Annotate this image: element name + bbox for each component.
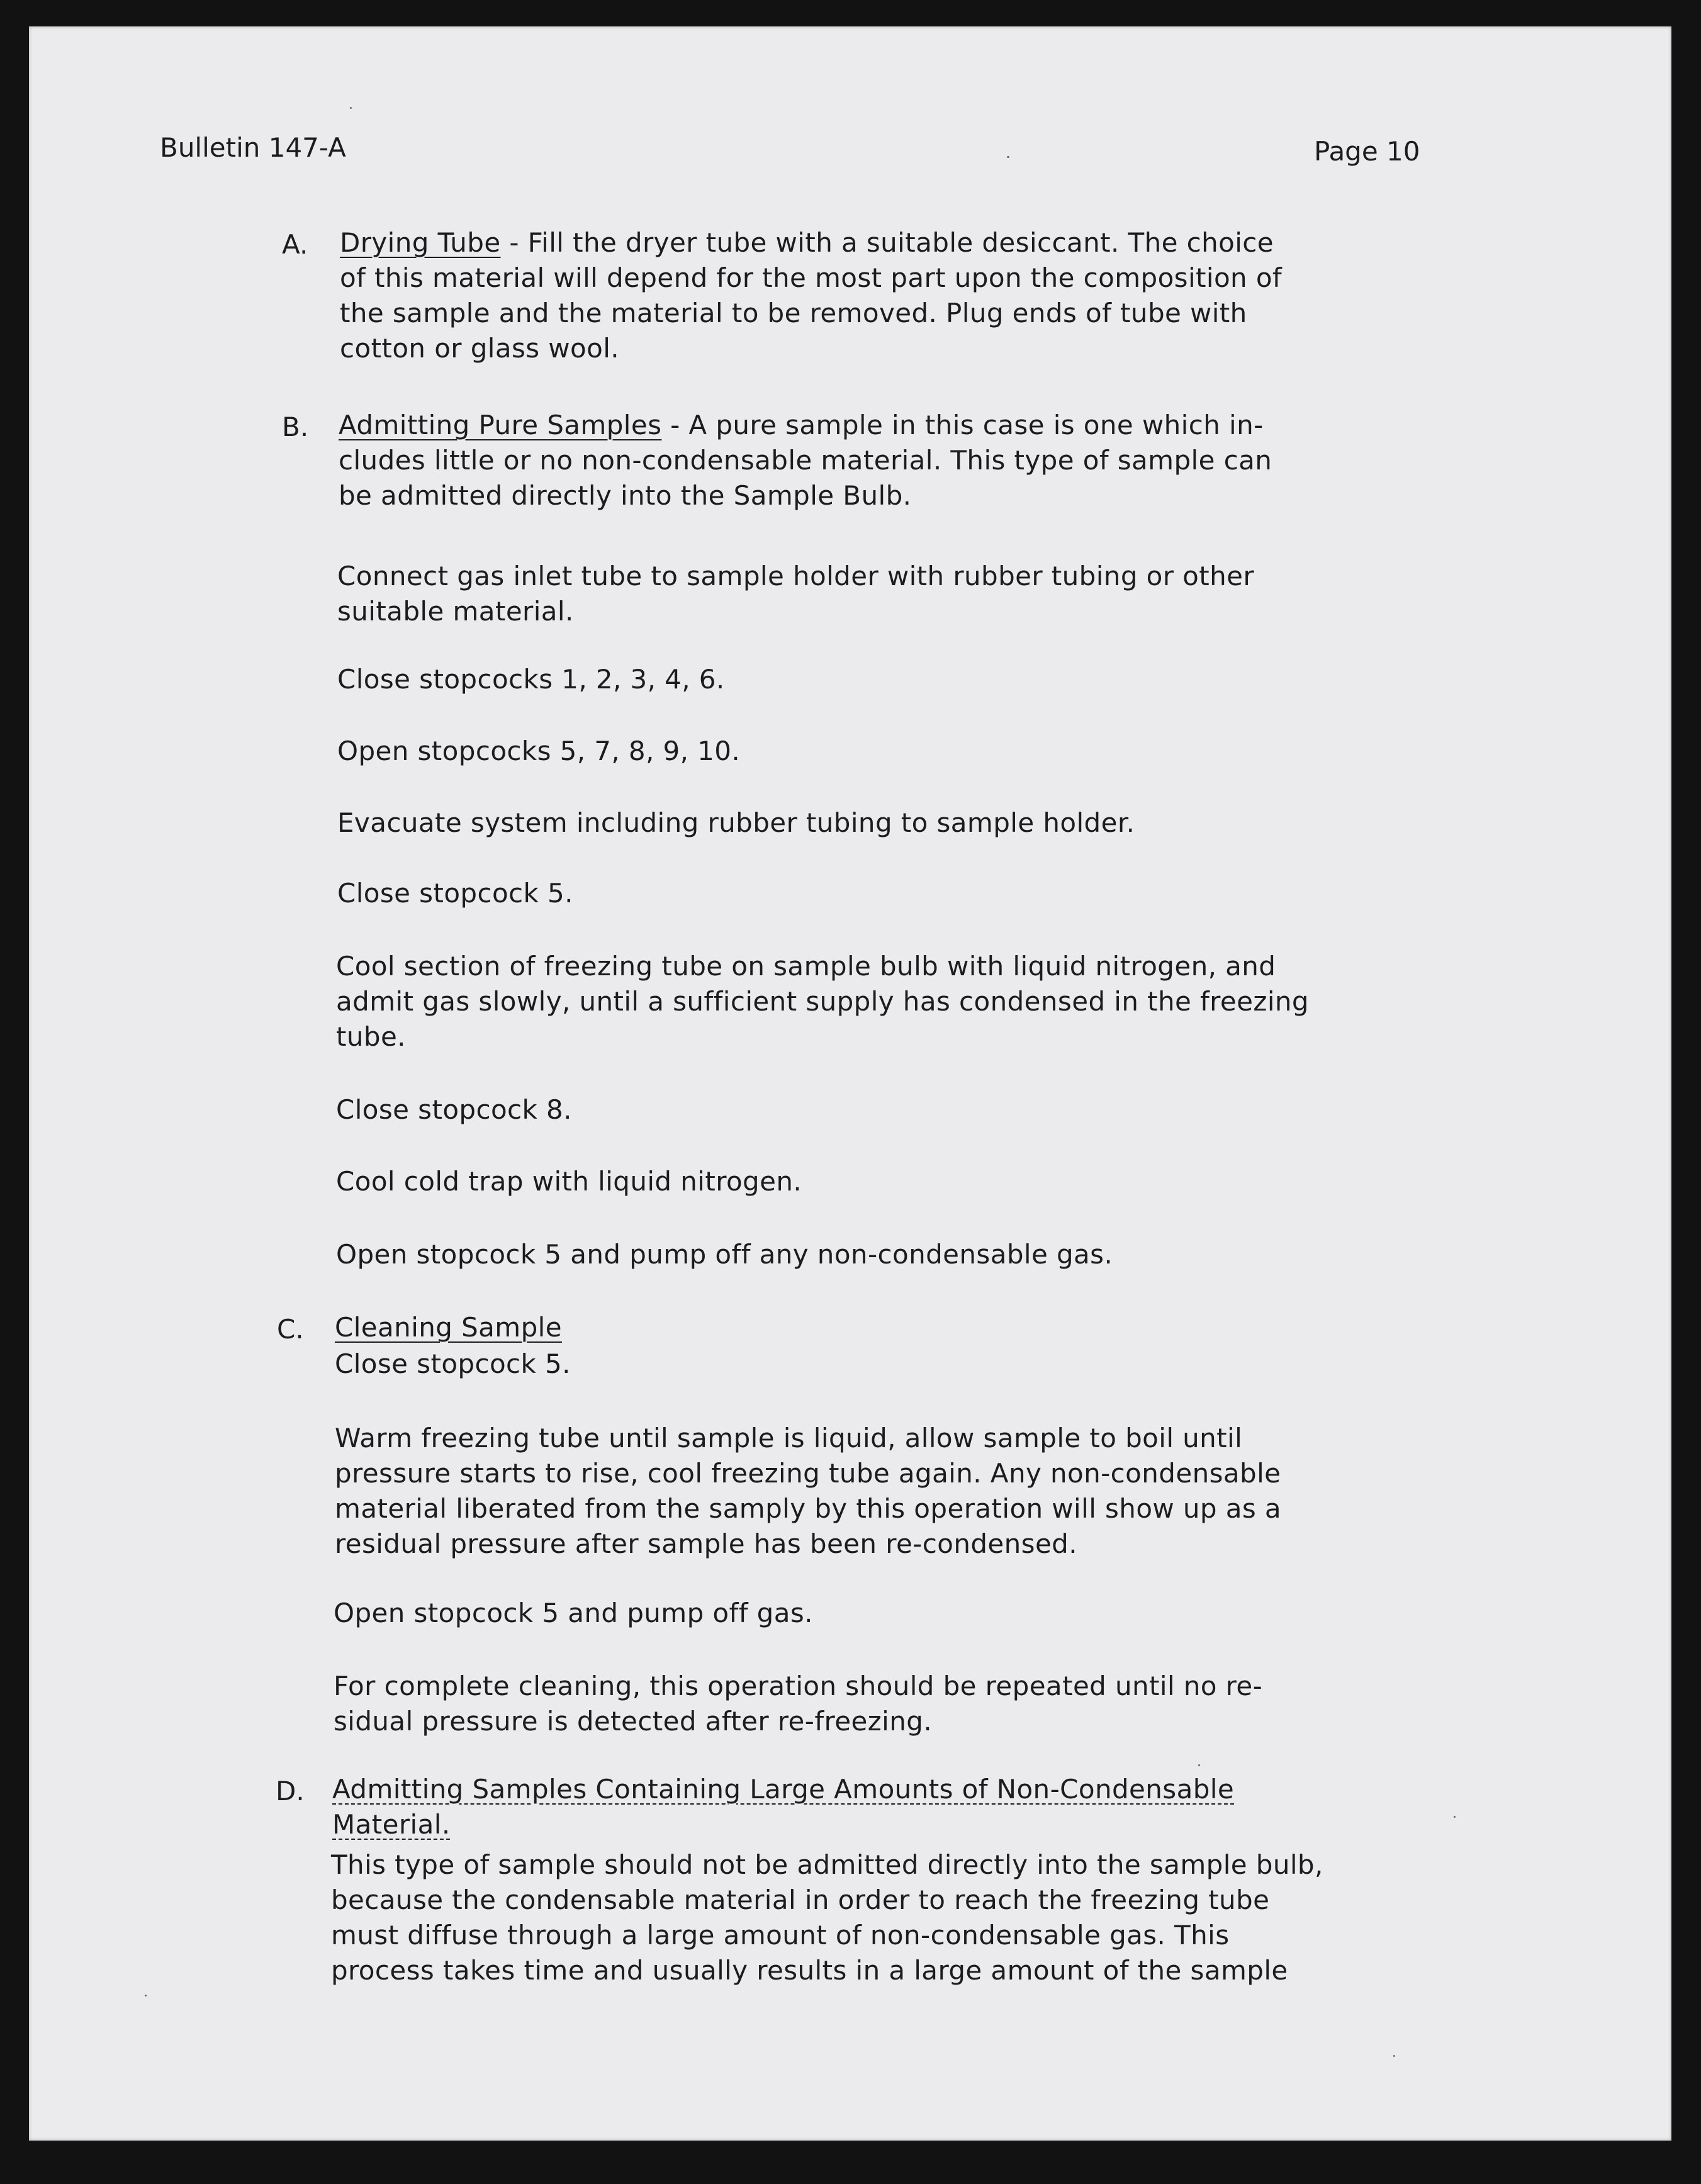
scan-speck [1198,1764,1200,1766]
scan-speck [1007,156,1009,158]
section-a-letter: A. [282,229,308,260]
document-page [29,26,1671,2141]
section-b-step-8: Cool cold trap with liquid nitrogen. [336,1166,802,1197]
section-d-heading-line-1: Admitting Samples Containing Large Amounts of Non-Condensable [332,1774,1235,1805]
section-b-step-5: Close stopcock 5. [337,878,573,909]
section-b-step-9: Open stopcock 5 and pump off any non-condensable gas. [336,1239,1113,1270]
section-b-step-4: Evacuate system including rubber tubing to sample holder. [337,807,1135,838]
section-a-heading: Drying Tube [340,227,501,258]
section-d-letter: D. [276,1776,305,1806]
section-c-step-1: Close stopcock 5. [335,1348,571,1379]
section-c-step-4: For complete cleaning, this operation should be repeated until no re- sidual pressure is detected after re-freezing. [334,1671,1263,1737]
section-c-step-2: Warm freezing tube until sample is liquid, allow sample to boil until pressure starts to rise, cool freezing tube again. Any non-condensable material liberated from the samply by this operation will show up as a residual pressure after sample has been re-condensed. [335,1423,1282,1559]
section-b-step-7: Close stopcock 8. [336,1094,572,1125]
section-c-heading: Cleaning Sample [335,1312,562,1343]
section-b-step-6: Cool section of freezing tube on sample bulb with liquid nitrogen, and admit gas slowly, until a sufficient supply has condensed in the freezing tube. [336,951,1309,1052]
scan-speck [1393,2055,1395,2057]
scan-speck [145,1995,147,1996]
section-b-text: - A pure sample in this case is one which in- cludes little or no non-condensable material. This type of sample can be admitted directly into the Sample Bulb. [339,410,1272,511]
section-c-heading-line [335,1310,1556,1345]
section-c-step-3: Open stopcock 5 and pump off gas. [334,1598,813,1628]
section-b-step-3: Open stopcocks 5, 7, 8, 9, 10. [337,736,741,766]
section-c-letter: C. [277,1314,304,1345]
section-b-step-1: Connect gas inlet tube to sample holder with rubber tubing or other suitable material. [337,561,1255,627]
section-b-letter: B. [282,412,309,442]
scan-speck [1454,1816,1456,1818]
section-a-paragraph [340,225,1561,366]
page-number: Page 10 [1314,136,1420,167]
section-a-text: - Fill the dryer tube with a suitable desiccant. The choice of this material will depend for the most part upon the composition of the sample and the material to be removed. Plug ends of tube with cotton or glass wool. [340,227,1283,364]
bulletin-number: Bulletin 147-A [160,132,346,163]
section-b-paragraph [339,408,1559,513]
scan-speck [350,107,352,109]
section-d-text: This type of sample should not be admitted directly into the sample bulb, because the condensable material in order to reach the freezing tube must diffuse through a large amount of non-condensable gas. This process takes time and usually results in a large amount of the sample [331,1849,1323,1986]
section-d-heading-line-2: Material. [332,1809,451,1840]
section-d-heading-block [332,1772,1553,1842]
section-b-heading: Admitting Pure Samples [339,410,662,440]
section-b-step-2: Close stopcocks 1, 2, 3, 4, 6. [337,664,725,695]
